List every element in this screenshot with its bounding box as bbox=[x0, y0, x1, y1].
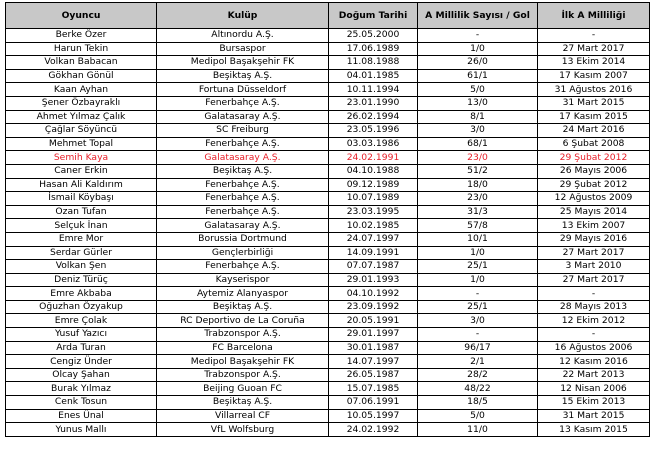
table-row bbox=[6, 178, 650, 192]
cell-player: Gökhan Gönül bbox=[6, 69, 157, 83]
cell-caps-goals: 11/0 bbox=[418, 423, 538, 437]
cell-club: Borussia Dortmund bbox=[157, 232, 329, 246]
cell-player: Cengiz Ünder bbox=[6, 355, 157, 369]
table-row bbox=[6, 355, 650, 369]
cell-first-cap: 29 Şubat 2012 bbox=[538, 178, 650, 192]
cell-birth-date: 17.06.1989 bbox=[329, 42, 418, 56]
cell-player: Oğuzhan Özyakup bbox=[6, 300, 157, 314]
cell-first-cap: 16 Ağustos 2006 bbox=[538, 341, 650, 355]
cell-birth-date: 26.02.1994 bbox=[329, 110, 418, 124]
cell-caps-goals: 26/0 bbox=[418, 56, 538, 70]
cell-first-cap: 17 Kasım 2015 bbox=[538, 110, 650, 124]
cell-birth-date: 24.07.1997 bbox=[329, 232, 418, 246]
cell-caps-goals: - bbox=[418, 29, 538, 43]
table-row bbox=[6, 382, 650, 396]
table-row bbox=[6, 246, 650, 260]
header-player: Oyuncu bbox=[6, 3, 157, 29]
cell-club: Galatasaray A.Ş. bbox=[157, 151, 329, 165]
cell-caps-goals: 1/0 bbox=[418, 246, 538, 260]
cell-club: Beşiktaş A.Ş. bbox=[157, 300, 329, 314]
cell-player: Caner Erkin bbox=[6, 164, 157, 178]
cell-birth-date: 23.01.1990 bbox=[329, 96, 418, 110]
cell-player: Harun Tekin bbox=[6, 42, 157, 56]
cell-player: Ahmet Yılmaz Çalık bbox=[6, 110, 157, 124]
cell-caps-goals: 10/1 bbox=[418, 232, 538, 246]
header-row bbox=[6, 3, 650, 29]
table-row bbox=[6, 287, 650, 301]
cell-first-cap: 13 Ekim 2014 bbox=[538, 56, 650, 70]
table-row bbox=[6, 396, 650, 410]
cell-first-cap: 6 Şubat 2008 bbox=[538, 137, 650, 151]
header-first-cap: İlk A Milliliği bbox=[538, 3, 650, 29]
cell-player: Hasan Ali Kaldırım bbox=[6, 178, 157, 192]
cell-first-cap: 12 Ekim 2012 bbox=[538, 314, 650, 328]
cell-club: Fenerbahçe A.Ş. bbox=[157, 260, 329, 274]
cell-player: Olcay Şahan bbox=[6, 368, 157, 382]
cell-caps-goals: 25/1 bbox=[418, 300, 538, 314]
cell-caps-goals: 8/1 bbox=[418, 110, 538, 124]
cell-club: Trabzonspor A.Ş. bbox=[157, 328, 329, 342]
cell-club: SC Freiburg bbox=[157, 124, 329, 138]
cell-birth-date: 11.08.1988 bbox=[329, 56, 418, 70]
cell-club: Aytemiz Alanyaspor bbox=[157, 287, 329, 301]
cell-caps-goals: 28/2 bbox=[418, 368, 538, 382]
cell-first-cap: 25 Mayıs 2014 bbox=[538, 205, 650, 219]
table-row bbox=[6, 29, 650, 43]
cell-caps-goals: 2/1 bbox=[418, 355, 538, 369]
cell-birth-date: 03.03.1986 bbox=[329, 137, 418, 151]
cell-club: Fenerbahçe A.Ş. bbox=[157, 137, 329, 151]
table-row bbox=[6, 83, 650, 97]
cell-caps-goals: 1/0 bbox=[418, 273, 538, 287]
cell-birth-date: 23.05.1996 bbox=[329, 124, 418, 138]
table-row bbox=[6, 232, 650, 246]
cell-club: VfL Wolfsburg bbox=[157, 423, 329, 437]
cell-first-cap: - bbox=[538, 287, 650, 301]
cell-club: Beijing Guoan FC bbox=[157, 382, 329, 396]
cell-first-cap: 15 Ekim 2013 bbox=[538, 396, 650, 410]
table-row bbox=[6, 219, 650, 233]
squad-table-container bbox=[5, 2, 650, 437]
header-club: Kulüp bbox=[157, 3, 329, 29]
cell-club: Medipol Başakşehir FK bbox=[157, 355, 329, 369]
table-row bbox=[6, 110, 650, 124]
table-row bbox=[6, 409, 650, 423]
cell-club: Fenerbahçe A.Ş. bbox=[157, 205, 329, 219]
cell-first-cap: 27 Mart 2017 bbox=[538, 273, 650, 287]
cell-birth-date: 10.07.1989 bbox=[329, 192, 418, 206]
table-row bbox=[6, 328, 650, 342]
cell-first-cap: 29 Şubat 2012 bbox=[538, 151, 650, 165]
cell-first-cap: 3 Mart 2010 bbox=[538, 260, 650, 274]
table-row bbox=[6, 368, 650, 382]
cell-club: Medipol Başakşehir FK bbox=[157, 56, 329, 70]
cell-first-cap: 26 Mayıs 2006 bbox=[538, 164, 650, 178]
cell-caps-goals: 61/1 bbox=[418, 69, 538, 83]
cell-club: RC Deportivo de La Coruña bbox=[157, 314, 329, 328]
table-row bbox=[6, 56, 650, 70]
cell-birth-date: 14.07.1997 bbox=[329, 355, 418, 369]
cell-club: Altınordu A.Ş. bbox=[157, 29, 329, 43]
cell-player: Berke Özer bbox=[6, 29, 157, 43]
cell-first-cap: - bbox=[538, 29, 650, 43]
table-row bbox=[6, 42, 650, 56]
cell-birth-date: 26.05.1987 bbox=[329, 368, 418, 382]
cell-birth-date: 10.11.1994 bbox=[329, 83, 418, 97]
cell-caps-goals: 3/0 bbox=[418, 124, 538, 138]
table-row bbox=[6, 300, 650, 314]
table-row bbox=[6, 260, 650, 274]
table-row bbox=[6, 314, 650, 328]
cell-player: Deniz Türüç bbox=[6, 273, 157, 287]
cell-first-cap: 13 Kasım 2015 bbox=[538, 423, 650, 437]
cell-player: Volkan Babacan bbox=[6, 56, 157, 70]
cell-birth-date: 23.03.1995 bbox=[329, 205, 418, 219]
cell-first-cap: 13 Ekim 2007 bbox=[538, 219, 650, 233]
cell-club: Fortuna Düsseldorf bbox=[157, 83, 329, 97]
cell-first-cap: 31 Mart 2015 bbox=[538, 96, 650, 110]
cell-club: Beşiktaş A.Ş. bbox=[157, 164, 329, 178]
cell-caps-goals: 23/0 bbox=[418, 151, 538, 165]
cell-birth-date: 10.02.1985 bbox=[329, 219, 418, 233]
cell-caps-goals: 3/0 bbox=[418, 314, 538, 328]
cell-player: Arda Turan bbox=[6, 341, 157, 355]
cell-club: Fenerbahçe A.Ş. bbox=[157, 192, 329, 206]
cell-birth-date: 24.02.1991 bbox=[329, 151, 418, 165]
cell-birth-date: 04.10.1992 bbox=[329, 287, 418, 301]
cell-caps-goals: 96/17 bbox=[418, 341, 538, 355]
cell-first-cap: 22 Mart 2013 bbox=[538, 368, 650, 382]
cell-club: Bursaspor bbox=[157, 42, 329, 56]
cell-birth-date: 23.09.1992 bbox=[329, 300, 418, 314]
table-row bbox=[6, 151, 650, 165]
cell-first-cap: 24 Mart 2016 bbox=[538, 124, 650, 138]
cell-first-cap: 31 Mart 2015 bbox=[538, 409, 650, 423]
cell-birth-date: 04.10.1988 bbox=[329, 164, 418, 178]
cell-caps-goals: 5/0 bbox=[418, 83, 538, 97]
cell-birth-date: 14.09.1991 bbox=[329, 246, 418, 260]
cell-player: Volkan Şen bbox=[6, 260, 157, 274]
cell-first-cap: 12 Nisan 2006 bbox=[538, 382, 650, 396]
cell-player: Semih Kaya bbox=[6, 151, 157, 165]
cell-birth-date: 07.06.1991 bbox=[329, 396, 418, 410]
cell-club: Kayserispor bbox=[157, 273, 329, 287]
cell-caps-goals: - bbox=[418, 287, 538, 301]
cell-caps-goals: 25/1 bbox=[418, 260, 538, 274]
cell-birth-date: 09.12.1989 bbox=[329, 178, 418, 192]
cell-player: İsmail Köybaşı bbox=[6, 192, 157, 206]
cell-club: Fenerbahçe A.Ş. bbox=[157, 178, 329, 192]
cell-caps-goals: 5/0 bbox=[418, 409, 538, 423]
cell-player: Selçuk İnan bbox=[6, 219, 157, 233]
table-body bbox=[6, 29, 650, 437]
cell-caps-goals: 31/3 bbox=[418, 205, 538, 219]
cell-caps-goals: 18/5 bbox=[418, 396, 538, 410]
cell-player: Mehmet Topal bbox=[6, 137, 157, 151]
cell-club: FC Barcelona bbox=[157, 341, 329, 355]
cell-first-cap: 12 Ağustos 2009 bbox=[538, 192, 650, 206]
cell-caps-goals: 51/2 bbox=[418, 164, 538, 178]
cell-birth-date: 29.01.1993 bbox=[329, 273, 418, 287]
cell-first-cap: 27 Mart 2017 bbox=[538, 42, 650, 56]
cell-player: Kaan Ayhan bbox=[6, 83, 157, 97]
cell-first-cap: 28 Mayıs 2013 bbox=[538, 300, 650, 314]
cell-club: Fenerbahçe A.Ş. bbox=[157, 96, 329, 110]
cell-player: Şener Özbayraklı bbox=[6, 96, 157, 110]
table-row bbox=[6, 124, 650, 138]
cell-club: Beşiktaş A.Ş. bbox=[157, 396, 329, 410]
cell-player: Serdar Gürler bbox=[6, 246, 157, 260]
cell-player: Emre Akbaba bbox=[6, 287, 157, 301]
table-row bbox=[6, 341, 650, 355]
cell-first-cap: 31 Ağustos 2016 bbox=[538, 83, 650, 97]
cell-birth-date: 10.05.1997 bbox=[329, 409, 418, 423]
cell-player: Burak Yılmaz bbox=[6, 382, 157, 396]
cell-first-cap: 12 Kasım 2016 bbox=[538, 355, 650, 369]
cell-club: Galatasaray A.Ş. bbox=[157, 110, 329, 124]
cell-caps-goals: 23/0 bbox=[418, 192, 538, 206]
cell-first-cap: 27 Mart 2017 bbox=[538, 246, 650, 260]
table-row bbox=[6, 205, 650, 219]
table-row bbox=[6, 164, 650, 178]
cell-player: Yunus Mallı bbox=[6, 423, 157, 437]
cell-caps-goals: 13/0 bbox=[418, 96, 538, 110]
cell-caps-goals: 48/22 bbox=[418, 382, 538, 396]
cell-first-cap: 29 Mayıs 2016 bbox=[538, 232, 650, 246]
cell-caps-goals: - bbox=[418, 328, 538, 342]
table-row bbox=[6, 273, 650, 287]
table-row bbox=[6, 192, 650, 206]
cell-birth-date: 15.07.1985 bbox=[329, 382, 418, 396]
cell-player: Emre Çolak bbox=[6, 314, 157, 328]
header-birth-date: Doğum Tarihi bbox=[329, 3, 418, 29]
cell-caps-goals: 57/8 bbox=[418, 219, 538, 233]
squad-table bbox=[5, 2, 650, 437]
table-row bbox=[6, 137, 650, 151]
cell-player: Cenk Tosun bbox=[6, 396, 157, 410]
cell-first-cap: 17 Kasım 2007 bbox=[538, 69, 650, 83]
cell-club: Beşiktaş A.Ş. bbox=[157, 69, 329, 83]
cell-birth-date: 07.07.1987 bbox=[329, 260, 418, 274]
cell-player: Ozan Tufan bbox=[6, 205, 157, 219]
cell-caps-goals: 68/1 bbox=[418, 137, 538, 151]
cell-player: Çağlar Söyüncü bbox=[6, 124, 157, 138]
cell-club: Villarreal CF bbox=[157, 409, 329, 423]
cell-player: Enes Ünal bbox=[6, 409, 157, 423]
cell-birth-date: 20.05.1991 bbox=[329, 314, 418, 328]
table-row bbox=[6, 96, 650, 110]
cell-birth-date: 25.05.2000 bbox=[329, 29, 418, 43]
cell-first-cap: - bbox=[538, 328, 650, 342]
header-caps-goals: A Millilik Sayısı / Gol bbox=[418, 3, 538, 29]
cell-caps-goals: 18/0 bbox=[418, 178, 538, 192]
cell-birth-date: 30.01.1987 bbox=[329, 341, 418, 355]
table-row bbox=[6, 69, 650, 83]
cell-player: Yusuf Yazıcı bbox=[6, 328, 157, 342]
cell-birth-date: 24.02.1992 bbox=[329, 423, 418, 437]
cell-club: Gençlerbirliği bbox=[157, 246, 329, 260]
cell-club: Galatasaray A.Ş. bbox=[157, 219, 329, 233]
cell-caps-goals: 1/0 bbox=[418, 42, 538, 56]
cell-birth-date: 29.01.1997 bbox=[329, 328, 418, 342]
cell-birth-date: 04.01.1985 bbox=[329, 69, 418, 83]
cell-player: Emre Mor bbox=[6, 232, 157, 246]
table-row bbox=[6, 423, 650, 437]
cell-club: Trabzonspor A.Ş. bbox=[157, 368, 329, 382]
